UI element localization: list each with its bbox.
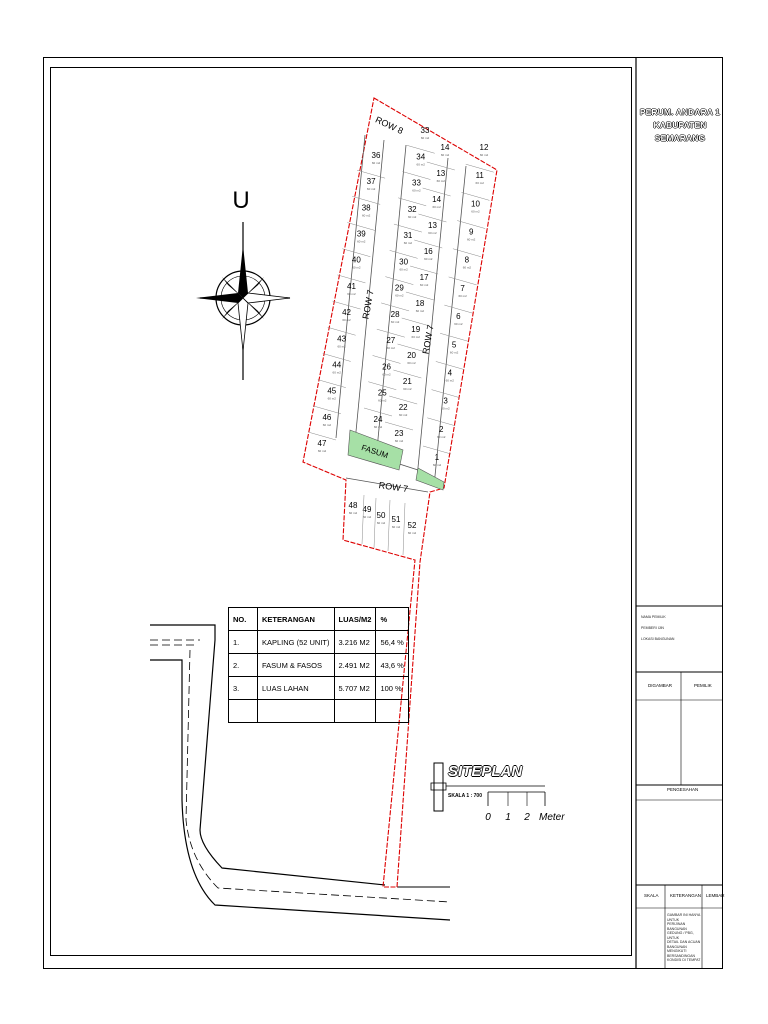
- lot-area: 60 m2: [391, 525, 401, 529]
- lot-area: 60 m2: [407, 531, 417, 535]
- scale-unit: Meter: [539, 812, 565, 823]
- lot-area: 60 m2: [441, 406, 450, 411]
- lot-number: 49: [362, 505, 372, 514]
- lot-number: 19: [411, 325, 421, 334]
- lot-number: 5: [451, 340, 457, 350]
- lot-number: 11: [475, 171, 484, 181]
- lot-number: 29: [394, 283, 404, 293]
- cell: KAPLING (52 UNIT): [258, 631, 335, 654]
- north-label: U: [232, 187, 250, 214]
- lot-area: 60 m2: [399, 413, 408, 417]
- note-line: DETAIL DAN ACUAN: [667, 940, 701, 944]
- lot-number: 27: [386, 336, 396, 346]
- lot-area: 60 m2: [407, 361, 416, 365]
- lot-number: 48: [348, 501, 358, 510]
- lot-area: 60 m2: [445, 378, 454, 383]
- lot-number: 2: [439, 424, 444, 434]
- lot-area: 60 m2: [416, 162, 425, 167]
- scale-tick-0: 0: [485, 812, 491, 823]
- lot-number: 4: [447, 368, 453, 378]
- lot-area: 60 m2: [322, 422, 332, 427]
- lot-number: 37: [366, 177, 376, 187]
- info-location: LOKASI BANGUNAN: [641, 637, 675, 641]
- lot-area: 60 m2: [479, 153, 489, 157]
- lot-area: 60 m2: [408, 214, 417, 219]
- header-no: NO.: [229, 608, 258, 631]
- lot-area: 60 m2: [420, 136, 430, 140]
- lot-number: 16: [423, 247, 433, 256]
- lot-area: 60 m2: [352, 265, 361, 270]
- lot-area: 60 m2: [378, 398, 387, 403]
- lot-area: 60 m2: [337, 344, 346, 349]
- siteplan-title: SITEPLAN: [448, 763, 523, 780]
- cell: 3.216 M2: [334, 631, 376, 654]
- lot-area: 60 m2: [415, 309, 425, 313]
- lot-area: 60 m2: [471, 209, 480, 214]
- table-row: [229, 654, 409, 677]
- lot-area: 60 m2: [373, 425, 383, 429]
- lot-area: 60 m2: [332, 370, 341, 375]
- lot-area: 60 m2: [342, 318, 351, 323]
- lot-area: 60 m2: [357, 239, 366, 244]
- lot-area: 60 m2: [362, 515, 372, 519]
- lot-area: 60 m2: [317, 449, 327, 453]
- project-title-line2: KABUPATEN SEMARANG: [653, 120, 707, 143]
- road-label-row8: ROW 8: [373, 114, 405, 137]
- table-row: [229, 631, 409, 654]
- lot-number: 8: [464, 255, 470, 265]
- digambar-label: DIGAMBAR: [648, 683, 673, 688]
- lot-number: 26: [382, 362, 391, 372]
- lot-area: 60 m2: [432, 463, 442, 467]
- lot-number: 40: [351, 255, 361, 265]
- lot-number: 52: [407, 521, 417, 530]
- siteplan-scale: SKALA 1 : 700: [448, 793, 482, 799]
- lot-number: 22: [398, 403, 408, 412]
- lot-area: 60 m2: [366, 187, 376, 192]
- cell: 100 %: [376, 677, 408, 700]
- lot-area: 60 m2: [394, 439, 404, 443]
- lot-number: 28: [390, 309, 400, 319]
- header-percent: %: [376, 608, 408, 631]
- cell: 2.491 M2: [334, 654, 376, 677]
- lot-area: 60 m2: [327, 396, 336, 401]
- table-row: [229, 677, 409, 700]
- lot-area: 60 m2: [382, 372, 391, 377]
- lot-area: 60 m2: [371, 161, 381, 165]
- lot-area: 60 m2: [437, 434, 446, 439]
- lot-number: 3: [443, 396, 448, 406]
- cell: 1.: [229, 631, 258, 654]
- lot-number: 33: [412, 178, 421, 188]
- lot-area: 60 m2: [467, 237, 476, 242]
- lot-area: 60 m2: [348, 511, 358, 515]
- lot-area: 60 m2: [458, 293, 467, 298]
- cell: FASUM & FASOS: [258, 654, 335, 677]
- area-table: [228, 607, 409, 723]
- cell: 5.707 M2: [334, 677, 376, 700]
- lot-number: 14: [432, 195, 442, 204]
- note-line: PERIJINAN BANGUNAN: [667, 922, 687, 931]
- pemilik-label: PEMILIK: [694, 683, 712, 688]
- lot-number: 36: [371, 151, 381, 160]
- lot-number: 18: [415, 299, 425, 308]
- lot-number: 12: [479, 143, 489, 152]
- lot-area: 60 m2: [454, 322, 463, 327]
- lot-number: 32: [407, 204, 417, 214]
- lot-labels: [318, 126, 489, 535]
- info-owner: NAMA PEMILIK: [641, 615, 666, 619]
- lot-area: 60 m2: [449, 350, 459, 355]
- lot-number: 14: [440, 143, 450, 152]
- lot-number: 44: [332, 360, 342, 370]
- lot-number: 41: [347, 281, 356, 291]
- lot-number: 31: [403, 231, 413, 241]
- cell: [258, 700, 335, 723]
- note-line: BERSANDINGAN: [667, 953, 696, 958]
- cell: 43,6 %: [376, 654, 408, 677]
- header-keterangan: KETERANGAN: [258, 608, 335, 631]
- lot-area: 60 m2: [440, 153, 450, 157]
- lot-area: 60 m2: [419, 283, 429, 287]
- cell: LUAS LAHAN: [258, 677, 335, 700]
- lot-area: 60 m2: [386, 346, 395, 351]
- lot-area: 60 m2: [403, 241, 413, 246]
- road-label-row7-left: ROW 7: [360, 289, 376, 320]
- table-header-row: [229, 608, 409, 631]
- info-permit: PEMBERI IJIN: [641, 626, 664, 630]
- lot-area: 60 m2: [411, 335, 420, 339]
- lembar-label: LEMBAR: [706, 893, 725, 898]
- lot-number: 24: [373, 415, 383, 424]
- lot-number: 6: [456, 312, 461, 322]
- skala-label: SKALA: [644, 893, 659, 898]
- keterangan-label: KETERANGAN: [670, 893, 702, 898]
- lot-number: 10: [471, 199, 480, 209]
- lot-number: 50: [376, 511, 386, 520]
- lot-area: 60 m2: [462, 265, 472, 270]
- cell: 3.: [229, 677, 258, 700]
- lot-number: 38: [361, 203, 371, 213]
- lot-number: 51: [391, 515, 401, 524]
- lot-number: 21: [402, 377, 412, 386]
- cell: 56,4 %: [376, 631, 408, 654]
- lot-number: 43: [337, 334, 347, 344]
- lot-number: 9: [468, 227, 474, 237]
- lot-number: 1: [434, 453, 440, 462]
- lot-number: 13: [436, 169, 446, 178]
- lot-number: 23: [394, 429, 404, 438]
- lot-number: 25: [377, 388, 387, 398]
- lot-area: 60 m2: [424, 257, 433, 261]
- lot-number: 45: [327, 386, 337, 396]
- cell: [376, 700, 408, 723]
- lot-area: 60 m2: [395, 293, 404, 298]
- lot-number: 7: [460, 283, 465, 293]
- lot-number: 20: [407, 351, 416, 360]
- cell: 2.: [229, 654, 258, 677]
- lot-number: 47: [317, 439, 327, 448]
- lot-number: 30: [399, 257, 409, 267]
- note-line: BANGUNAN MENGIKUTI: [667, 944, 687, 953]
- note-line: KONDISI DI TEMPAT: [667, 958, 701, 962]
- road-label-row7-bottom: ROW 7: [378, 480, 409, 495]
- scale-tick-2: 2: [524, 812, 530, 823]
- road-label-row7-right: ROW 7: [420, 324, 436, 355]
- note-line: GEDUNG / PBG, UNTUK: [667, 931, 694, 940]
- lot-area: 60 m2: [436, 179, 445, 183]
- lot-area: 60 m2: [475, 181, 484, 186]
- header-luas: LUAS/M2: [334, 608, 376, 631]
- lot-area: 60 m2: [428, 231, 437, 235]
- table-row: [229, 700, 409, 723]
- lot-area: 60 m2: [403, 387, 412, 391]
- fasum-label: FASUM: [360, 443, 390, 461]
- project-title-line1: PERUM. ANDARA 1: [639, 107, 721, 117]
- lot-number: 39: [356, 229, 366, 239]
- lot-number: 13: [428, 221, 437, 230]
- note-line: GAMBAR INI HANYA UNTUK: [667, 913, 701, 922]
- lot-number: 34: [416, 152, 426, 162]
- lot-area: 60 m2: [432, 205, 441, 209]
- lot-area: 60 m2: [390, 319, 400, 324]
- lot-number: 17: [419, 273, 429, 282]
- lot-area: 60 m2: [399, 267, 408, 272]
- lot-area: 60 m2: [376, 521, 386, 525]
- scale-tick-1: 1: [505, 812, 511, 823]
- compass-rose-icon: [196, 222, 290, 380]
- lot-area: 60 m2: [412, 188, 421, 193]
- lot-number: 42: [342, 308, 351, 318]
- cell: [334, 700, 376, 723]
- fasum-area-small: [416, 468, 444, 490]
- lot-area: 60 m2: [347, 291, 356, 296]
- pengesahan-label: PENGESAHAN: [667, 787, 699, 792]
- cell: [229, 700, 258, 723]
- lot-area: 60 m2: [362, 213, 371, 218]
- lot-number: 46: [322, 412, 332, 422]
- lot-number: 33: [420, 126, 430, 135]
